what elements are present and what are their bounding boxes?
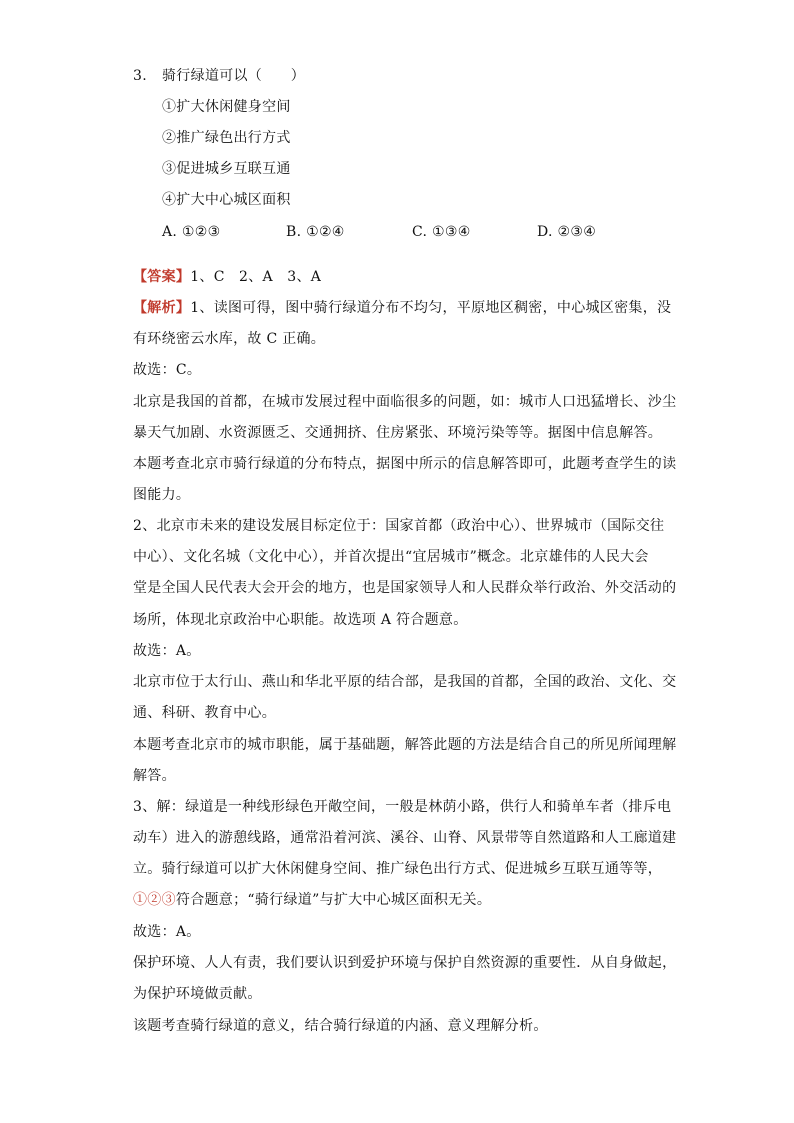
option-item-4: ④扩大中心城区面积 bbox=[162, 192, 291, 208]
highlighted-items: ①②③ bbox=[133, 892, 176, 908]
analysis-line-11: 场所，体现北京政治中心职能。故选项 A 符合题意。 bbox=[133, 612, 468, 628]
analysis-line-4: 北京是我国的首都，在城市发展过程中面临很多的问题，如：城市人口迅猛增长、沙尘 bbox=[133, 394, 677, 410]
option-item-3: ③促进城乡互联互通 bbox=[162, 161, 291, 177]
analysis-line-3: 故选：C。 bbox=[133, 362, 202, 378]
option-item-1: ①扩大休闲健身空间 bbox=[162, 99, 291, 115]
option-item-2: ②推广绿色出行方式 bbox=[162, 130, 291, 146]
choice-b: B. ①②④ bbox=[286, 224, 345, 240]
analysis-line-23: 为保护环境做贡献。 bbox=[133, 986, 262, 1002]
analysis-line-18: 动车）进入的游憩线路，通常沿着河滨、溪谷、山脊、风景带等自然道路和人工廊道建 bbox=[133, 830, 677, 846]
analysis-line-17: 3、解：绿道是一种线形绿色开敞空间，一般是林荫小路，供行人和骑单车者（排斥电 bbox=[133, 799, 672, 815]
analysis-line-9: 中心）、文化名城（文化中心），并首次提出“宜居城市”概念。北京雄伟的人民大会 bbox=[133, 549, 649, 565]
choice-a: A. ①②③ bbox=[162, 224, 221, 240]
analysis-label: 【解析】 bbox=[133, 300, 191, 316]
analysis-text: 符合题意；“骑行绿道”与扩大中心城区面积无关。 bbox=[175, 892, 492, 908]
analysis-text: 1、读图可得，图中骑行绿道分布不均匀，平原地区稠密，中心城区密集，没 bbox=[190, 300, 672, 316]
analysis-line-7: 图能力。 bbox=[133, 487, 191, 503]
analysis-line-5: 暴天气加剧、水资源匮乏、交通拥挤、住房紧张、环境污染等等。据图中信息解答。 bbox=[133, 425, 663, 441]
analysis-line-1 bbox=[133, 298, 671, 318]
question-stem: 骑行绿道可以（ ） bbox=[162, 68, 305, 84]
analysis-line-12: 故选：A。 bbox=[133, 643, 201, 659]
analysis-line-13: 北京市位于太行山、燕山和华北平原的结合部，是我国的首都，全国的政治、文化、交 bbox=[133, 674, 677, 690]
analysis-line-6: 本题考查北京市骑行绿道的分布特点，据图中所示的信息解答即可，此题考查学生的读 bbox=[133, 456, 677, 472]
analysis-line-16: 解答。 bbox=[133, 768, 176, 784]
analysis-line-19: 立。骑行绿道可以扩大休闲健身空间、推广绿色出行方式、促进城乡互联互通等等， bbox=[133, 861, 663, 877]
analysis-line-22: 保护环境、人人有责，我们要认识到爱护环境与保护自然资源的重要性．从自身做起， bbox=[133, 955, 677, 971]
answer-line bbox=[133, 267, 321, 287]
analysis-line-24: 该题考查骑行绿道的意义，结合骑行绿道的内涵、意义理解分析。 bbox=[133, 1018, 548, 1034]
question-number: 3. bbox=[133, 68, 147, 84]
analysis-line-20 bbox=[133, 890, 491, 910]
analysis-line-14: 通、科研、教育中心。 bbox=[133, 705, 276, 721]
analysis-line-8: 2、北京市未来的建设发展目标定位于：国家首都（政治中心）、世界城市（国际交往 bbox=[133, 518, 665, 534]
analysis-line-21: 故选：A。 bbox=[133, 924, 201, 940]
analysis-line-2: 有环绕密云水库，故 C 正确。 bbox=[133, 331, 326, 347]
answer-value: 1、C 2、A 3、A bbox=[190, 269, 322, 285]
analysis-line-10: 堂是全国人民代表大会开会的地方，也是国家领导人和人民群众举行政治、外交活动的 bbox=[133, 580, 677, 596]
choice-c: C. ①③④ bbox=[412, 224, 471, 240]
choice-d: D. ②③④ bbox=[537, 224, 597, 240]
answer-label: 【答案】 bbox=[133, 269, 191, 285]
analysis-line-15: 本题考查北京市的城市职能，属于基础题，解答此题的方法是结合自己的所见所闻理解 bbox=[133, 737, 677, 753]
